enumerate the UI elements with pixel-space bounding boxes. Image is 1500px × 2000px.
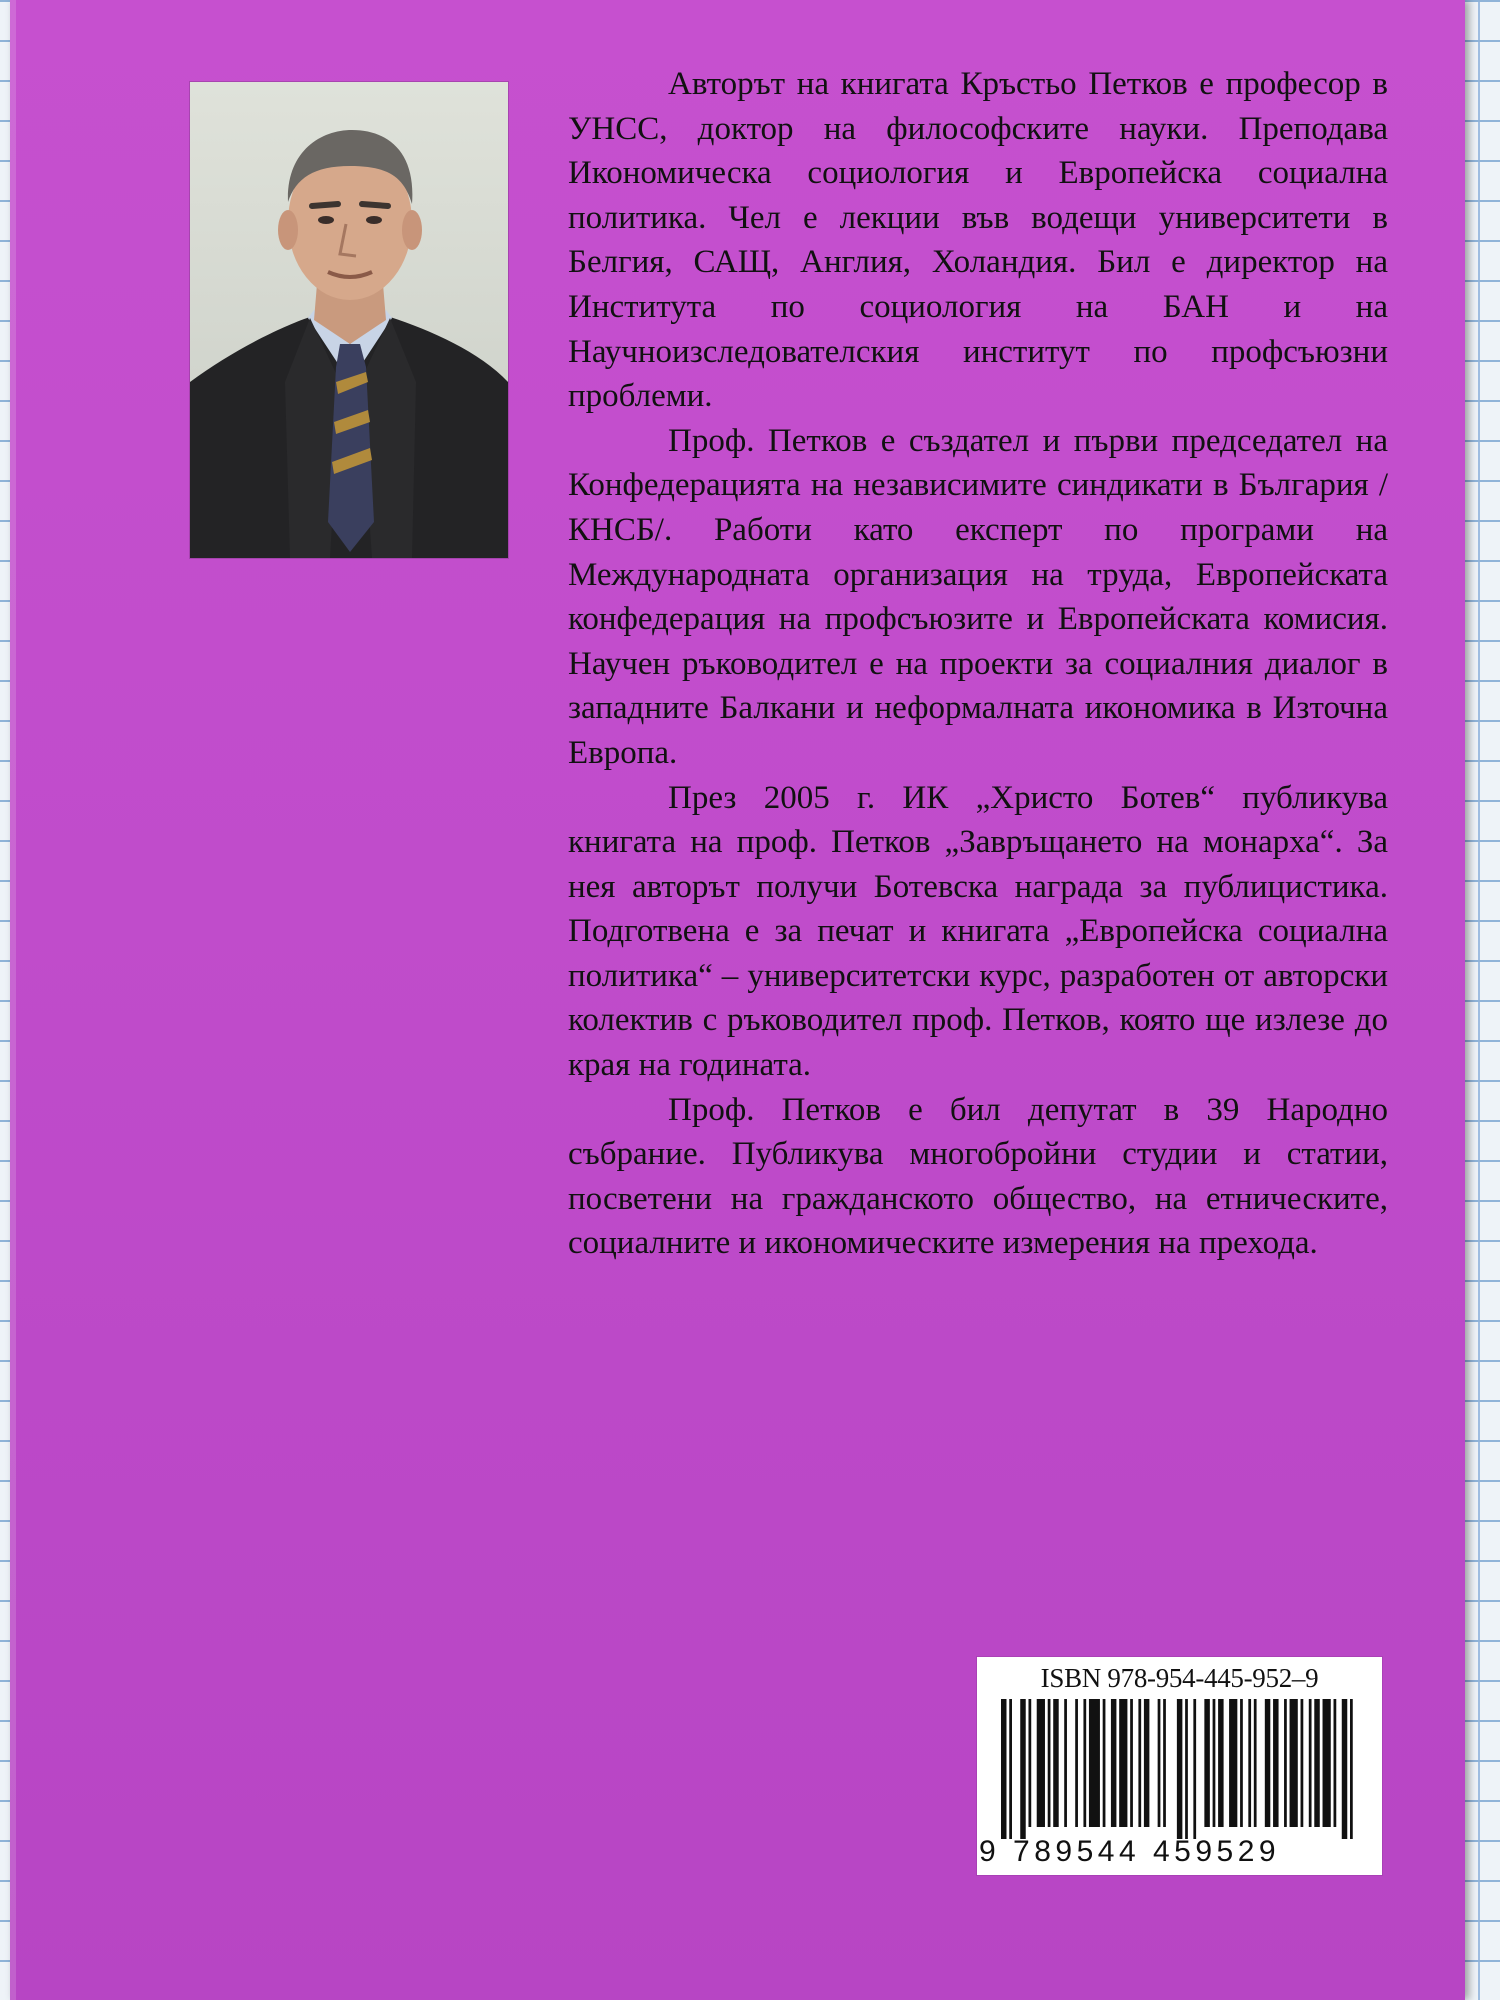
barcode-bar [1185, 1699, 1188, 1839]
ean-digits: 9 789544 459529 [979, 1835, 1281, 1868]
barcode-bar [1037, 1699, 1045, 1827]
barcode-bar [1020, 1699, 1025, 1839]
isbn-barcode [977, 1657, 1382, 1875]
barcode-bar [1177, 1699, 1182, 1839]
barcode-bar [1290, 1699, 1298, 1827]
barcode-bar [1001, 1699, 1006, 1839]
barcode-bar [1138, 1699, 1141, 1827]
barcode-bar [1284, 1699, 1287, 1827]
barcode-bar [1342, 1699, 1347, 1839]
barcode-bar [1213, 1699, 1216, 1827]
book-back-cover [10, 0, 1465, 2000]
barcode-bar [1204, 1699, 1209, 1827]
barcode-bars-icon [1001, 1699, 1361, 1839]
barcode-bar [1064, 1699, 1067, 1827]
barcode-bar [1314, 1699, 1319, 1827]
barcode-bar [1111, 1699, 1116, 1827]
barcode-bar [1323, 1699, 1331, 1827]
bio-paragraph: Проф. Петков е създател и първи председател на Конфедерацията на независимите синдикати в България /КНСБ/. Работи като експерт по програми на Международната организация на труда, Европейската конфедерация на профсъюзите и Европейската комисия. Научен ръководител е на проекти за социалния диалог в западните Балкани и неформалната икономика в Източна Европа. [568, 422, 1388, 771]
bio-paragraph: Авторът на книгата Кръстьо Петков е професор в УНСС, доктор на философските науки. Преподава Икономическа социология и Европейска социална политика. Чел е лекции във водещи университети в Белгия, САЩ, Англия, Холандия. Бил е директор на Института по социология на БАН и на Научноизследователския институт по профсъюзни проблеми. [568, 66, 1388, 415]
bio-paragraph: През 2005 г. ИК „Христо Ботев“ публикува книгата на проф. Петков „Завръщането на монарха“. За нея авторът получи Ботевска награда за публицистика. Подготвена е за печат и книгата „Европейска социална политика“ – университетски курс, разработен от авторски колектив с ръководител проф. Петков, която ще излезе до края на годината. [568, 779, 1388, 1084]
barcode-bar [1119, 1699, 1127, 1827]
barcode-bar [1240, 1699, 1243, 1827]
barcode-bar [1334, 1699, 1337, 1827]
author-biography [568, 62, 1388, 1266]
barcode-bar [1248, 1699, 1251, 1827]
bio-paragraph: Проф. Петков е бил депутат в 39 Народно събрание. Публикува многобройни студии и статии, посветени на гражданското общество, на етническите, социалните и икономическите измерения на прехода. [568, 1091, 1388, 1262]
barcode-bar [1075, 1699, 1078, 1827]
barcode-bar [1083, 1699, 1086, 1827]
barcode-bar [1048, 1699, 1051, 1827]
barcode-bar [1163, 1699, 1166, 1827]
barcode-bar [1158, 1699, 1161, 1827]
barcode-bar [1009, 1699, 1012, 1839]
barcode-bar [1193, 1699, 1196, 1839]
barcode-bar [1053, 1699, 1058, 1827]
barcode-bar [1229, 1699, 1237, 1827]
author-photo-icon [190, 82, 508, 558]
barcode-bar [1089, 1699, 1100, 1827]
barcode-bar [1301, 1699, 1304, 1827]
barcode-bar [1273, 1699, 1278, 1827]
barcode-bar [1350, 1699, 1353, 1839]
barcode-bar [1144, 1699, 1149, 1827]
barcode-bar [1218, 1699, 1223, 1827]
barcode-bar [1265, 1699, 1270, 1827]
barcode-bar [1254, 1699, 1257, 1827]
barcode-bar [1028, 1699, 1031, 1827]
isbn-label: ISBN 978-954-445-952–9 [1040, 1663, 1319, 1693]
barcode-bar [1130, 1699, 1133, 1827]
author-photo [190, 82, 508, 558]
barcode-bar [1309, 1699, 1312, 1827]
barcode-bar [1103, 1699, 1106, 1827]
